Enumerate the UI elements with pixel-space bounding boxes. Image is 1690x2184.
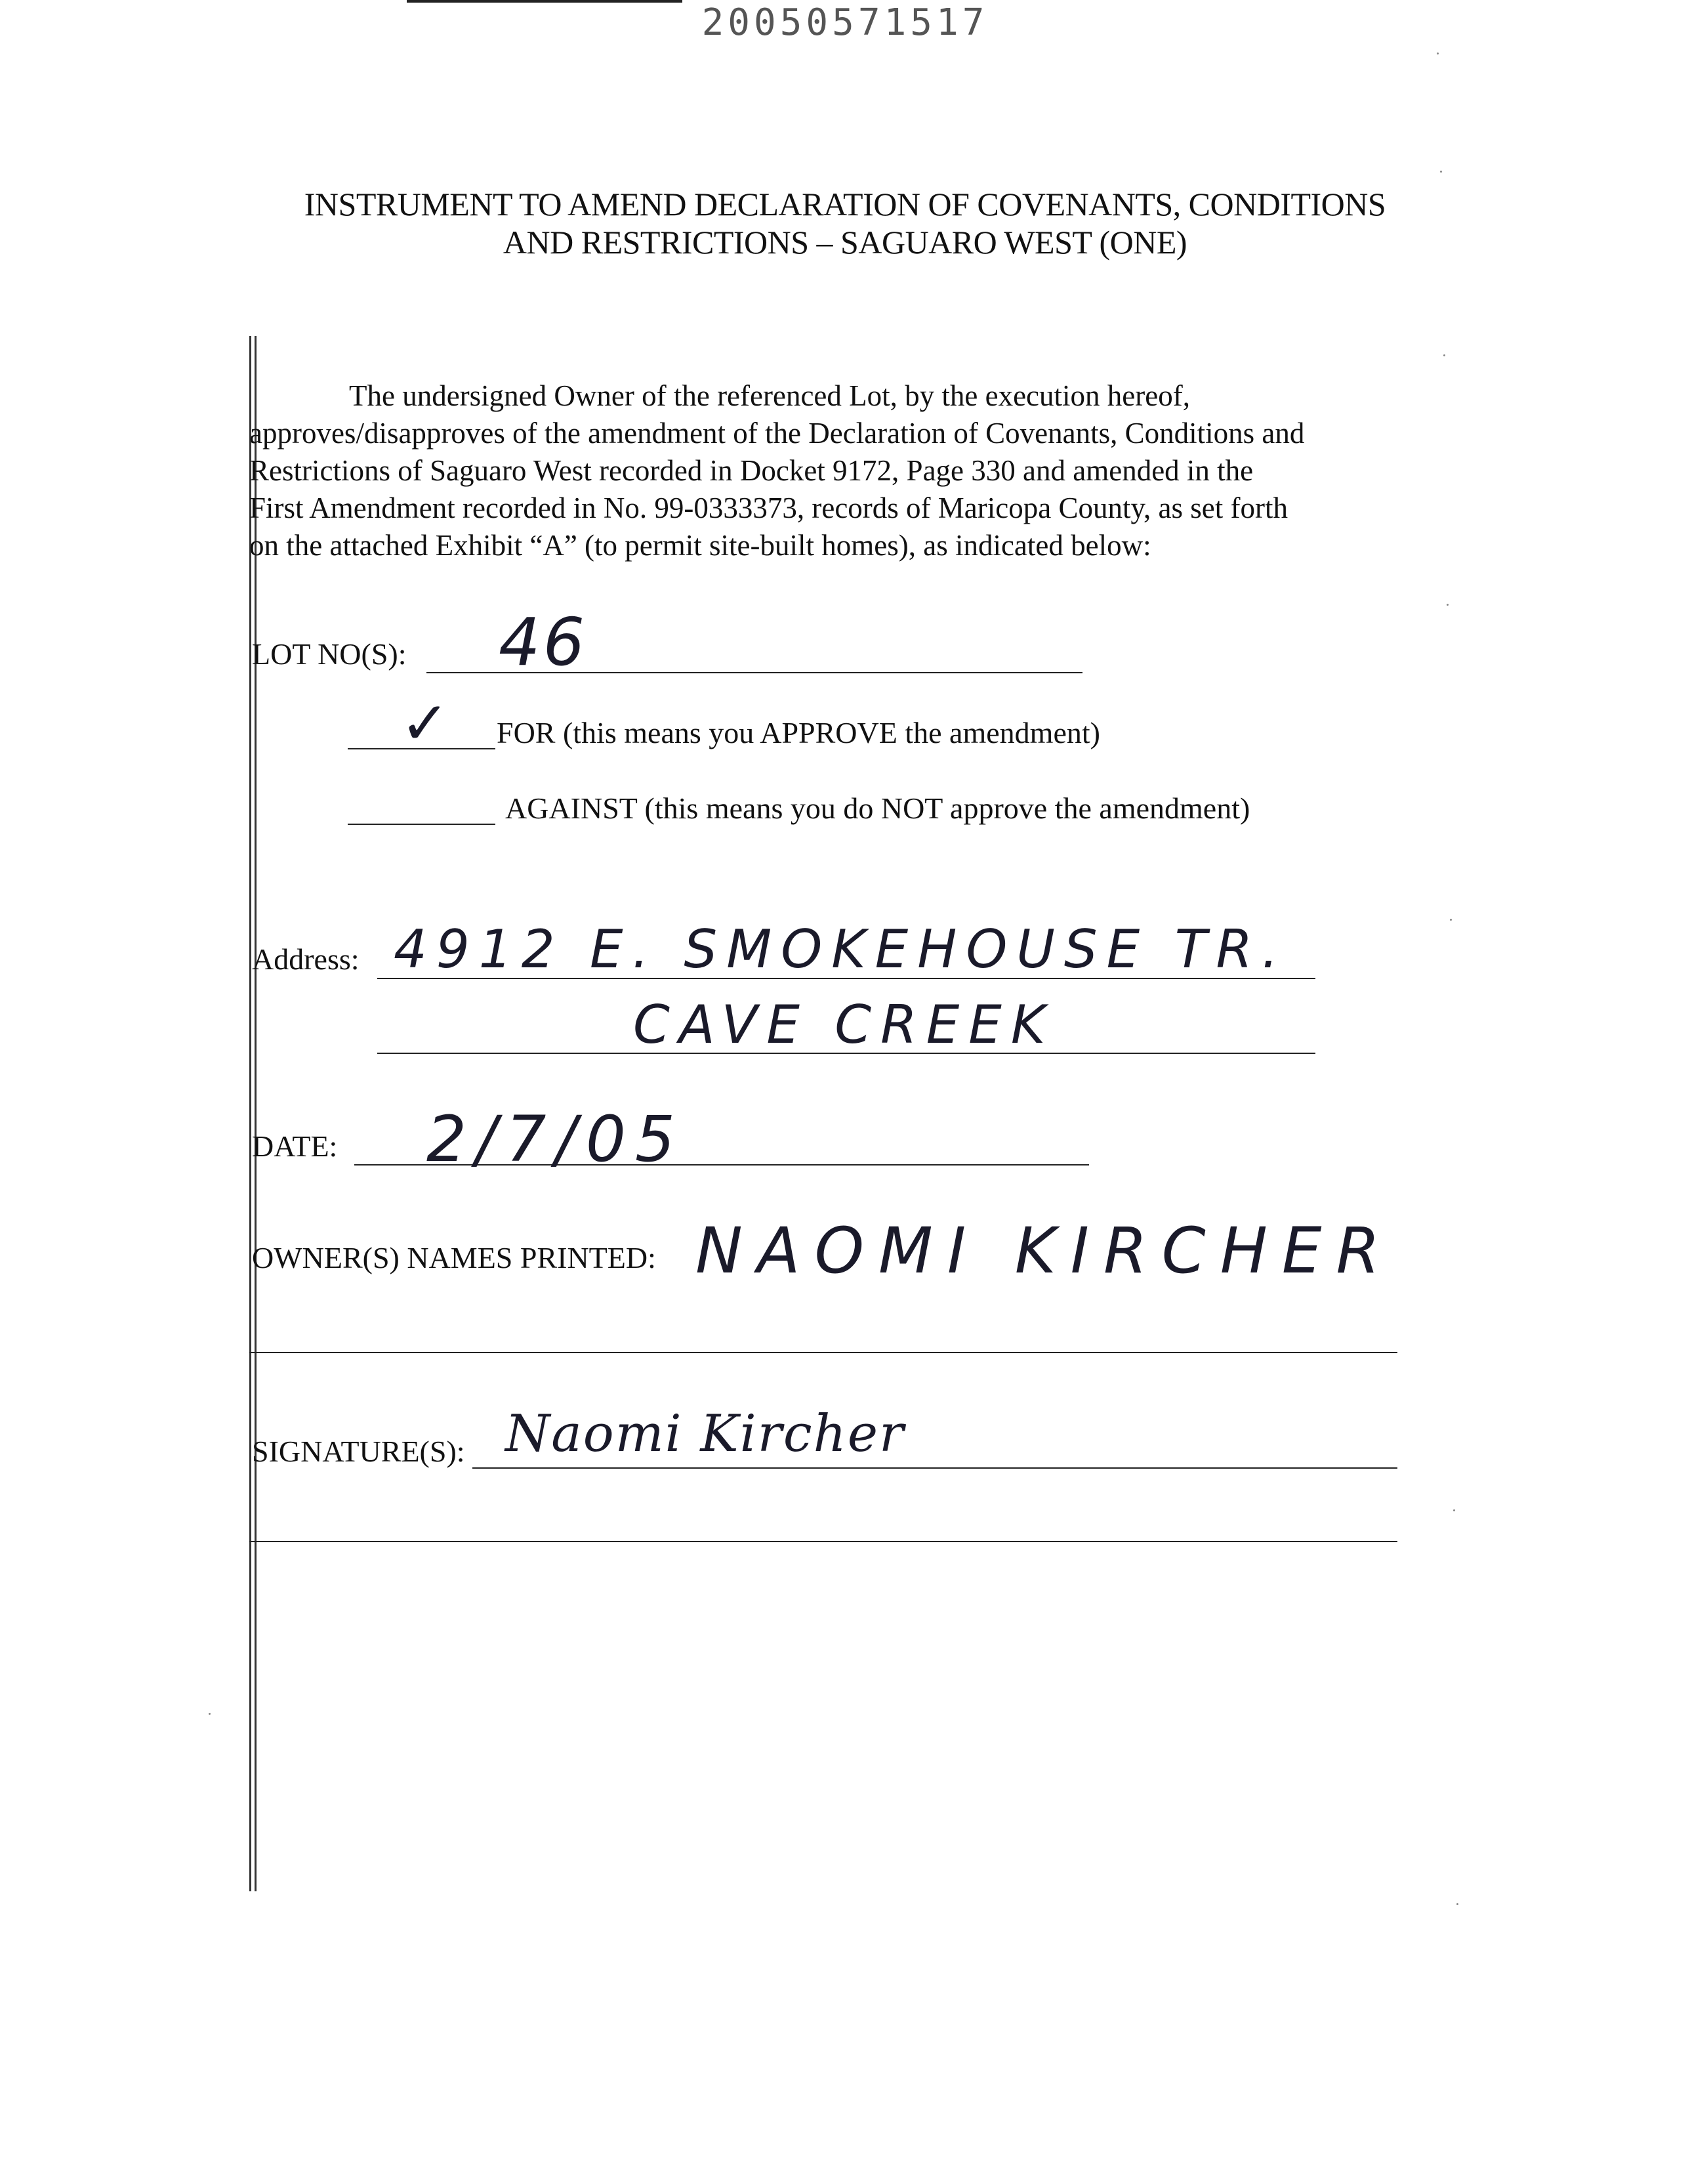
scan-speck	[1453, 1509, 1455, 1511]
title-line-2: AND RESTRICTIONS – SAGUARO WEST (ONE)	[503, 224, 1187, 261]
address-label: Address:	[252, 942, 360, 976]
scan-speck	[1447, 604, 1449, 606]
scan-speck	[1456, 1903, 1458, 1905]
lot-value: 46	[499, 604, 588, 681]
scan-speck	[1450, 919, 1452, 921]
margin-rule-left	[249, 336, 251, 1891]
body-line-3: Restrictions of Saguaro West recorded in Docket 9172, Page 330 and amended in the	[249, 454, 1254, 487]
owner-names-label: OWNER(S) NAMES PRINTED:	[252, 1241, 656, 1274]
address-value-1: 4912 E. SMOKEHOUSE TR.	[394, 919, 1288, 980]
signature-value: Naomi Kircher	[505, 1404, 905, 1463]
scan-speck	[1437, 52, 1439, 54]
body-line-1: The undersigned Owner of the referenced Lot, by the execution hereof,	[349, 379, 1190, 412]
document-title	[0, 185, 1690, 261]
address-value-2: CAVE CREEK	[633, 994, 1055, 1055]
owner-names-value: NAOMI KIRCHER	[695, 1214, 1395, 1288]
scan-speck	[209, 1713, 211, 1715]
lot-label: LOT NO(S):	[252, 637, 407, 671]
body-line-5: on the attached Exhibit “A” (to permit site-built homes), as indicated below:	[249, 529, 1151, 562]
body-line-2: approves/disapproves of the amendment of the Declaration of Covenants, Conditions and	[249, 417, 1305, 450]
for-check-mark: ✓	[400, 689, 450, 758]
date-label: DATE:	[252, 1129, 338, 1163]
signature-field-line[interactable]	[472, 1467, 1397, 1469]
scan-speck	[1440, 171, 1442, 173]
title-line-1: INSTRUMENT TO AMEND DECLARATION OF COVENANTS, CONDITIONS	[304, 186, 1386, 222]
signature-label: SIGNATURE(S):	[252, 1435, 465, 1468]
for-option-label: FOR (this means you APPROVE the amendment)	[497, 716, 1100, 749]
against-field-line[interactable]	[348, 824, 495, 825]
body-paragraph	[249, 377, 1437, 564]
margin-rule-right	[255, 336, 257, 1891]
signature-extra-line[interactable]	[249, 1541, 1397, 1542]
scan-speck	[1443, 354, 1445, 356]
against-option-label: AGAINST (this means you do NOT approve the amendment)	[505, 791, 1250, 825]
date-value: 2/7/05	[426, 1102, 684, 1176]
owner-names-field-line[interactable]	[249, 1352, 1397, 1353]
body-line-4: First Amendment recorded in No. 99-0333373, records of Maricopa County, as set forth	[249, 492, 1288, 524]
document-number: 20050571517	[701, 1, 989, 44]
